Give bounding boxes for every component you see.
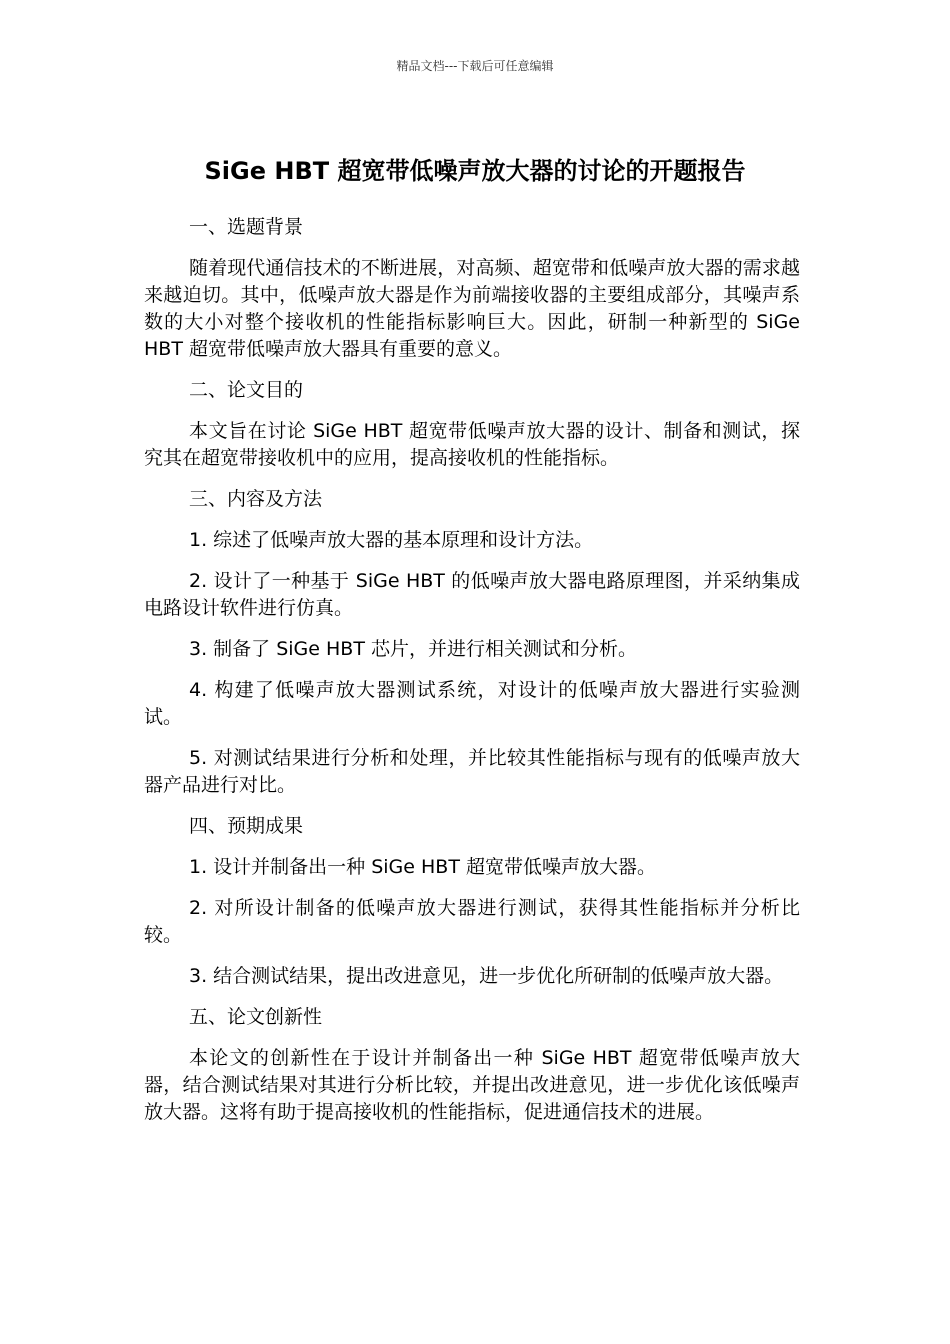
section-heading: 四、预期成果	[189, 815, 304, 837]
list-item: 5. 对测试结果进行分析和处理，并比较其性能指标与现有的低噪声放大器产品进行对比。	[144, 747, 800, 796]
section-heading: 五、论文创新性	[189, 1006, 323, 1028]
paragraph: 随着现代通信技术的不断进展，对高频、超宽带和低噪声放大器的需求越来越迫切。其中，低噪声放大器是作为前端接收器的主要组成部分，其噪声系数的大小对整个接收机的性能指标影响巨大。因此，研制一种新型的 SiGe HBT 超宽带低噪声放大器具有重要的意义。	[144, 257, 800, 360]
header-note: 精品文档---下载后可任意编辑	[396, 59, 554, 73]
list-item: 4. 构建了低噪声放大器测试系统，对设计的低噪声放大器进行实验测试。	[144, 679, 800, 728]
list-item: 1. 设计并制备出一种 SiGe HBT 超宽带低噪声放大器。	[189, 856, 656, 878]
section-heading: 二、论文目的	[189, 379, 304, 401]
paragraph: 本论文的创新性在于设计并制备出一种 SiGe HBT 超宽带低噪声放大器，结合测试结果对其进行分析比较，并提出改进意见，进一步优化该低噪声放大器。这将有助于提高接收机的性能指标，促进通信技术的进展。	[144, 1047, 800, 1123]
list-item: 3. 结合测试结果，提出改进意见，进一步优化所研制的低噪声放大器。	[189, 965, 784, 987]
section-heading: 三、内容及方法	[189, 488, 323, 510]
section-purpose	[144, 377, 800, 472]
section-content-methods	[144, 486, 800, 799]
document-title: SiGe HBT 超宽带低噪声放大器的讨论的开题报告	[204, 157, 746, 186]
list-item: 1. 综述了低噪声放大器的基本原理和设计方法。	[189, 529, 594, 551]
list-item: 2. 对所设计制备的低噪声放大器进行测试，获得其性能指标并分析比较。	[144, 897, 800, 946]
section-background	[144, 214, 800, 363]
document-body	[144, 214, 800, 1140]
paragraph: 本文旨在讨论 SiGe HBT 超宽带低噪声放大器的设计、制备和测试，探究其在超宽带接收机中的应用，提高接收机的性能指标。	[144, 420, 800, 469]
section-innovation	[144, 1004, 800, 1126]
section-expected-results	[144, 813, 800, 990]
list-item: 3. 制备了 SiGe HBT 芯片，并进行相关测试和分析。	[189, 638, 637, 660]
list-item: 2. 设计了一种基于 SiGe HBT 的低噪声放大器电路原理图，并采纳集成电路设计软件进行仿真。	[144, 570, 800, 619]
section-heading: 一、选题背景	[189, 216, 304, 238]
